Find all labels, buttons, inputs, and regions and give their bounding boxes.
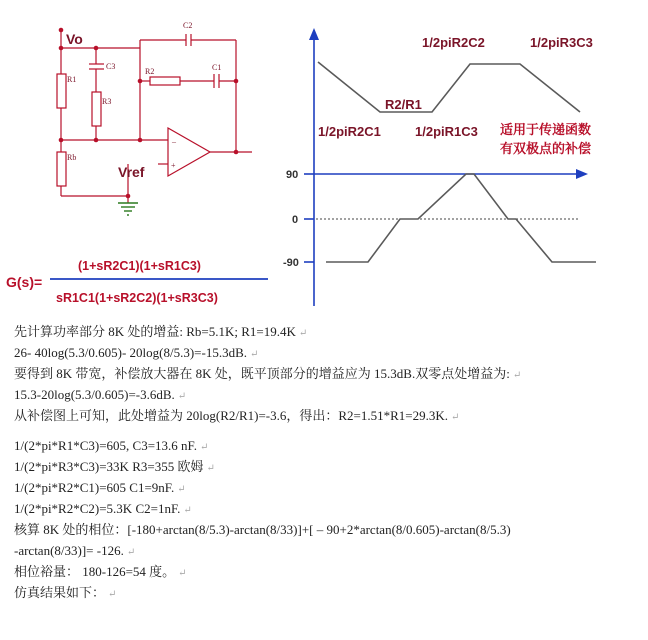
calculation-text: [14, 321, 644, 603]
rb-label: Rb: [67, 153, 77, 162]
ground-symbol: [118, 203, 138, 215]
c2-label: C2: [183, 21, 193, 30]
gain-label-mid: R2/R1: [385, 97, 422, 112]
gain-label-low-right: 1/2piR1C3: [415, 124, 478, 139]
note-line-1: 适用于传递函数: [500, 123, 592, 138]
vref-label: Vref: [118, 164, 145, 180]
c3-label: C3: [106, 62, 116, 71]
gain-label-low-left: 1/2piR2C1: [318, 124, 381, 139]
gain-label-top-left: 1/2piR2C2: [422, 35, 485, 50]
text-line: 1/(2*pi*R2*C1)=605 C1=9nF. ↵: [14, 480, 186, 495]
text-line: 先计算功率部分 8K 处的增益: Rb=5.1K; R1=19.4K ↵: [14, 324, 308, 339]
c1-label: C1: [212, 63, 222, 72]
gain-label-top-right: 1/2piR3C3: [530, 35, 593, 50]
text-line: -arctan(8/33)]= -126. ↵: [14, 543, 136, 558]
text-line: 核算 8K 处的相位：[-180+arctan(8/5.3)-arctan(8/33)]+[ – 90+2*arctan(8/0.605)-arctan(8/5.3): [14, 522, 511, 537]
blank-line: [14, 426, 644, 435]
circuit-nodes: [59, 28, 239, 199]
resistor-rb: [57, 152, 66, 186]
resistor-r3: [92, 92, 101, 126]
resistor-r1: [57, 74, 66, 108]
text-line: 从补偿图上可知，此处增益为 20log(R2/R1)=-3.6，得出：R2=1.51*R1=29.3K. ↵: [14, 408, 460, 423]
r3-label: R3: [102, 97, 112, 106]
phase-tick-0: 0: [292, 214, 299, 226]
text-line: 1/(2*pi*R1*C3)=605, C3=13.6 nF. ↵: [14, 438, 209, 453]
transfer-function-denominator: sR1C1(1+sR2C2)(1+sR3C3): [56, 291, 218, 305]
phase-curve: [326, 174, 596, 262]
transfer-function-numerator: (1+sR2C1)(1+sR1C3): [78, 259, 201, 273]
note-line-2: 有双极点的补偿: [500, 142, 592, 157]
r1-label: R1: [67, 75, 77, 84]
text-line: 要得到 8K 带宽，补偿放大器在 8K 处，既平顶部分的增益应为 15.3dB.双零点处增益为: ↵: [14, 366, 522, 381]
text-line: 1/(2*pi*R2*C2)=5.3K C2=1nF. ↵: [14, 501, 192, 516]
phase-tick-minus-90: -90: [283, 257, 299, 269]
opamp-plus-sign: +: [171, 161, 176, 170]
circuit-schematic: [57, 30, 252, 203]
phase-tick-90: 90: [286, 169, 299, 181]
text-line: 26- 40log(5.3/0.605)- 20log(8/5.3)=-15.3dB. ↵: [14, 345, 259, 360]
resistor-r2: [150, 77, 180, 85]
text-line: 15.3-20log(5.3/0.605)=-3.6dB. ↵: [14, 387, 187, 402]
transfer-function-lhs: G(s)=: [6, 274, 43, 290]
text-line: 1/(2*pi*R3*C3)=33K R3=355 欧姆 ↵: [14, 459, 215, 474]
vo-label: Vo: [66, 31, 83, 47]
r2-label: R2: [145, 67, 155, 76]
opamp-minus-sign: –: [172, 137, 176, 146]
text-line: 仿真结果如下： ↵: [14, 585, 117, 600]
gain-curve: [318, 62, 580, 112]
text-line: 相位裕量： 180-126=54 度。 ↵: [14, 564, 187, 579]
bode-axes: [304, 28, 588, 306]
